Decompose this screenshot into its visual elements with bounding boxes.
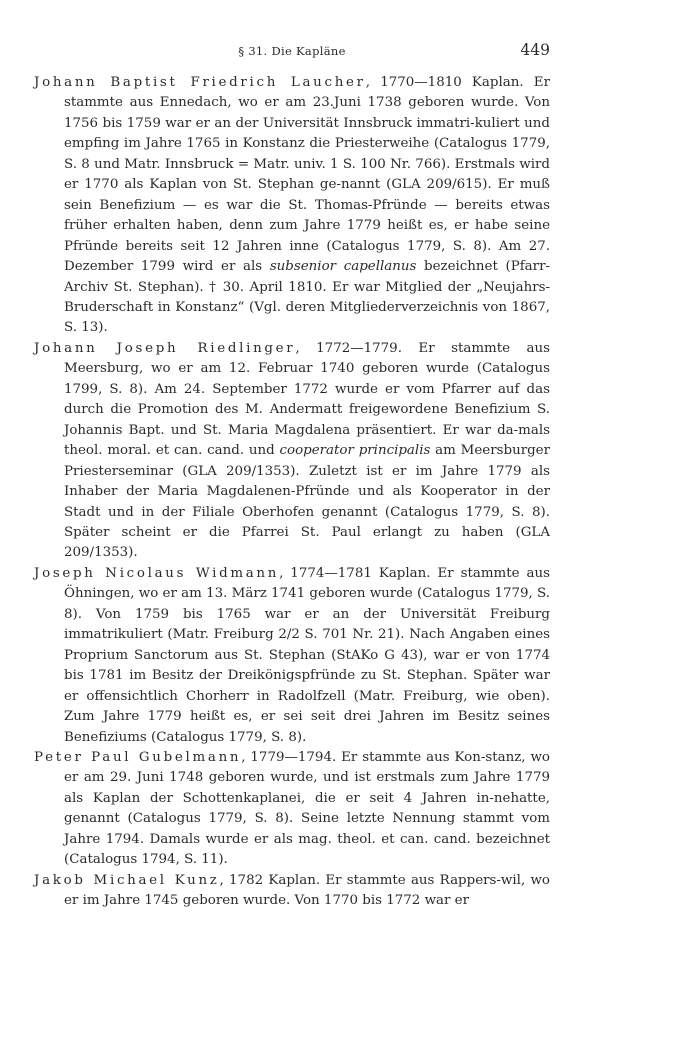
entry-name: Johann Joseph Riedlinger (34, 340, 296, 356)
entry-gubelmann (34, 748, 550, 871)
entry-kunz (34, 871, 550, 912)
running-title: § 31. Die Kapläne (238, 44, 346, 58)
entry-text: , 1782 Kaplan. Er stammte aus Rappers-wil, wo er im Jahre 1745 geboren wurde. Von 1770 bis 1772 war er (64, 872, 550, 909)
entry-text: am Meersburger Priesterseminar (GLA 209/1353). Zuletzt ist er im Jahre 1779 als Inhaber der Maria Magdalenen-Pfründe und als Kooperator in der Stadt und in der Filiale Oberhofen genannt (Catalogus 1779, S. 8). Später scheint er die Pfarrei St. Paul erlangt zu haben (GLA 209/1353). (64, 443, 550, 561)
entry-name: Joseph Nicolaus Widmann (34, 565, 280, 581)
entry-text: , 1779—1794. Er stammte aus Kon-stanz, wo er am 29. Juni 1748 geboren wurde, und ist erstmals zum Jahre 1779 als Kaplan der Schottenkaplanei, die er seit 4 Jahren in-nehatte, genannt (Catalogus 1779, S. 8). Seine letzte Nennung stammt vom Jahre 1794. Damals wurde er als mag. theol. et can. cand. bezeichnet (Catalogus 1794, S. 11). (64, 749, 550, 868)
body-text (34, 73, 550, 912)
entry-italic-text: subsenior capellanus (269, 259, 417, 275)
page-number: 449 (520, 41, 550, 59)
entry-text: , 1770—1810 Kaplan. Er stammte aus Ennedach, wo er am 23.Juni 1738 geboren wurde. Von 1756 bis 1759 war er an der Universität Innsbruck immatri-kuliert und empfing im Jahre 1765 in Konstanz die Priesterweihe (Catalogus 1779, S. 8 und Matr. Innsbruck = Matr. univ. 1 S. 100 Nr. 766). Erstmals wird er 1770 als Kaplan von St. Stephan ge-nannt (GLA 209/615). Er muß sein Benefizium — es war die St. Thomas-Pfründe — bereits etwas früher erhalten haben, denn zum Jahre 1779 heißt es, er habe seine Pfründe bereits seit 12 Jahren inne (Catalogus 1779, S. 8). Am 27. Dezember 1799 wird er als (64, 75, 550, 275)
entry-text: bezeichnet (Pfarr-Archiv St. Stephan). † 30. April 1810. Er war Mitglied der „Neujahrs-Bruderschaft in Konstanz“ (Vgl. deren Mitgliederverzeichnis von 1867, S. 13). (64, 259, 550, 336)
entry-italic-text: cooperator principalis (279, 443, 431, 459)
entry-name: Johann Baptist Friedrich Laucher (34, 75, 366, 90)
entry-riedlinger (34, 339, 550, 564)
entry-text: , 1772—1779. Er stammte aus Meersburg, wo er am 12. Februar 1740 geboren wurde (Catalogus 1799, S. 8). Am 24. September 1772 wurde er vom Pfarrer auf das durch die Promotion des M. Andermatt freigewordene Benefizium S. Johannis Bapt. und St. Maria Magdalena präsentiert. Er war da-mals theol. moral. et can. cand. und (64, 340, 550, 459)
entry-name: Jakob Michael Kunz (34, 872, 220, 888)
entry-name: Peter Paul Gubelmann (34, 749, 242, 765)
running-head (34, 40, 550, 62)
entry-widmann (34, 564, 550, 748)
entry-text: , 1774—1781 Kaplan. Er stammte aus Öhningen, wo er am 13. März 1741 geboren wurde (Catalogus 1779, S. 8). Von 1759 bis 1765 war er an der Universität Freiburg immatrikuliert (Matr. Freiburg 2/2 S. 701 Nr. 21). Nach Angaben eines Proprium Sanctorum aus St. Stephan (StAKo G 43), war er von 1774 bis 1781 im Besitz der Dreikönigspfründe zu St. Stephan. Später war er offensichtlich Chorherr in Radolfzell (Matr. Freiburg, wie oben). Zum Jahre 1779 heißt es, er sei seit drei Jahren im Besitz seines Benefiziums (Catalogus 1779, S. 8). (64, 565, 551, 745)
entry-laucher (34, 73, 550, 339)
